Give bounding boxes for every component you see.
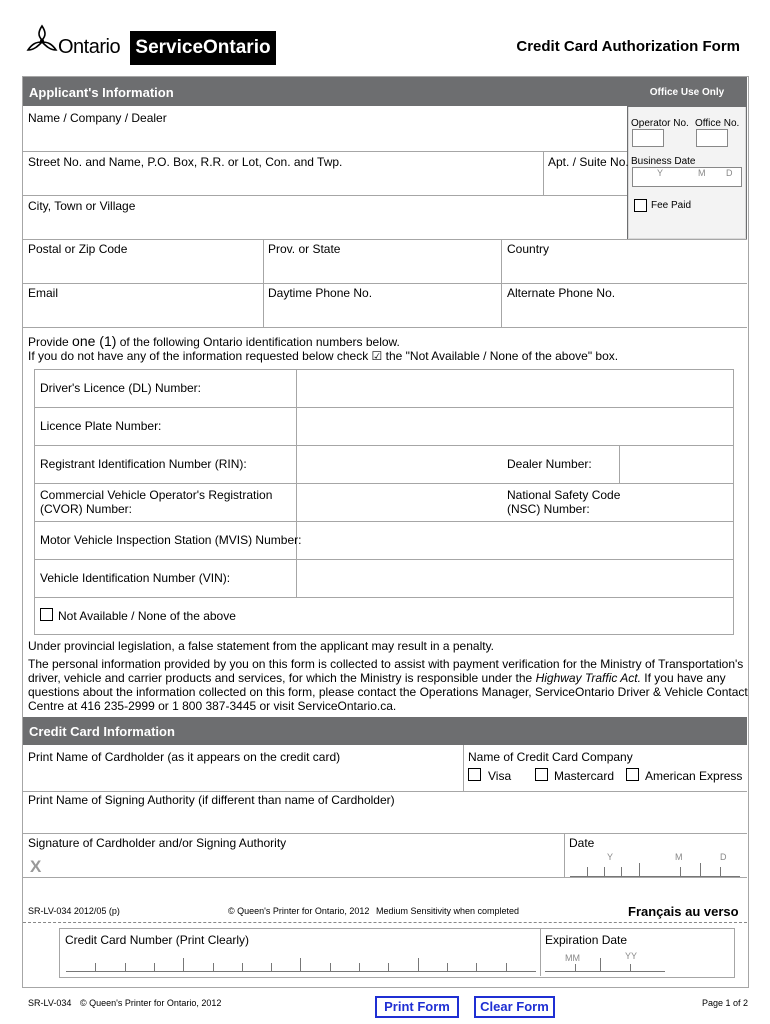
col-divider [463,745,464,791]
card-company-label: Name of Credit Card Company [468,750,633,764]
country-label: Country [507,242,550,256]
rin-label: Registrant Identification Number (RIN): [40,457,247,471]
form-title [516,38,740,55]
dealer-label: Dealer Number: [507,457,592,471]
nsc-label-1: National Safety Code [507,488,621,502]
visa-label: Visa [488,769,512,783]
dl-input[interactable] [297,370,732,407]
fee-paid-label: Fee Paid [651,200,692,211]
date-field[interactable] [570,863,740,877]
card-number-tick [242,963,243,971]
street-label: Street No. and Name, P.O. Box, R.R. or Lot, Con. and Twp. [28,155,343,169]
privacy-line-2b: If you have any [644,671,726,685]
signature-label: Signature of Cardholder and/or Signing Authority [28,836,287,850]
id-row-divider [34,597,734,598]
apt-suite-label: Apt. / Suite No. [548,155,629,169]
card-number-tick [300,958,301,971]
card-number-tick [154,963,155,971]
office-no-field[interactable] [696,129,728,147]
ontario-wordmark: Ontario [58,36,121,58]
applicant-header-label: Applicant's Information [29,85,174,100]
row-divider [23,151,627,152]
ontario-logo [24,24,124,64]
visa-checkbox[interactable] [468,768,481,781]
clear-form-button[interactable]: Clear Form [474,996,555,1018]
date-tick [639,863,640,876]
exp-mm: MM [565,953,580,963]
francais-link[interactable]: Français au verso [628,904,739,919]
vin-label: Vehicle Identification Number (VIN): [40,571,231,585]
sensitivity-text: Medium Sensitivity when completed [376,906,520,916]
row-divider [23,239,747,240]
business-date-y: Y [657,168,664,178]
false-statement-text: Under provincial legislation, a false statement from the applicant may result in a penalty. [28,639,495,653]
not-available-checkbox[interactable] [40,608,53,621]
operator-no-label: Operator No. [631,118,689,129]
card-number-tick [476,963,477,971]
footer-copyright: © Queen's Printer for Ontario, 2012 [80,998,222,1008]
card-number-tick [125,963,126,971]
fee-paid-checkbox[interactable] [634,199,647,212]
privacy-line-4: Centre at 416 235-2999 or 1 800 387-3445 or visit ServiceOntario.ca. [28,699,397,713]
postal-label: Postal or Zip Code [28,242,128,256]
provide-bold: one (1) [72,333,117,349]
privacy-line-2 [28,671,726,685]
trillium-icon [24,24,60,58]
card-number-tick [330,963,331,971]
credit-card-header-label: Credit Card Information [29,724,175,739]
mastercard-checkbox[interactable] [535,768,548,781]
office-use-header: Office Use Only [649,87,725,98]
mastercard-label: Mastercard [554,769,615,783]
card-number-label: Credit Card Number (Print Clearly) [65,933,250,947]
privacy-line-1: The personal information provided by you on this form is collected to assist with payment verification for the Ministry of Transportation's [28,657,744,671]
date-tick [621,867,622,876]
amex-checkbox[interactable] [626,768,639,781]
id-row-divider [34,407,734,408]
row-divider [23,283,747,284]
card-number-tick [506,963,507,971]
name-company-label: Name / Company / Dealer [28,111,167,125]
not-available-label: Not Available / None of the above [58,609,236,623]
business-date-m: M [698,168,706,178]
expiration-field[interactable] [545,958,665,972]
daytime-phone-label: Daytime Phone No. [268,286,373,300]
date-tick [604,867,605,876]
amex-label: American Express [645,769,743,783]
col-divider [540,928,541,976]
office-use-panel [627,77,747,240]
date-y: Y [607,852,614,862]
plate-label: Licence Plate Number: [40,419,162,433]
dl-label: Driver's Licence (DL) Number: [40,381,201,395]
date-tick [680,867,681,876]
privacy-line-3: questions about the information collected on this form, please contact the Operations Manager, ServiceOntario Driver & Vehicle Contact [28,685,748,699]
col-divider [564,833,565,877]
privacy-line-2a: driver, vehicle and carrier products and services, for which the Ministry is responsible under the [28,671,533,685]
row-divider [23,833,747,834]
not-available-instruction: If you do not have any of the information requested below check ☑ the "Not Available / None of the above" box. [28,349,619,363]
date-tick [720,867,721,876]
applicant-header [23,77,627,106]
page-number: Page 1 of 2 [701,998,748,1008]
row-divider [23,327,747,328]
highway-traffic-act: Highway Traffic Act. [535,671,641,685]
row-divider [23,791,747,792]
date-label: Date [569,836,595,850]
row-divider [23,877,747,878]
exp-tick [600,958,601,971]
signature-x-mark: X [30,857,42,876]
col-divider [543,151,544,195]
email-label: Email [28,286,59,300]
alternate-phone-label: Alternate Phone No. [507,286,616,300]
exp-tick [630,964,631,971]
cardholder-label: Print Name of Cardholder (as it appears on the credit card) [28,750,341,764]
id-col-divider [619,445,620,483]
operator-no-field[interactable] [632,129,664,147]
cvor-label-1: Commercial Vehicle Operator's Registration [40,488,273,502]
prov-label: Prov. or State [268,242,341,256]
card-number-tick [359,963,360,971]
copyright-strip: © Queen's Printer for Ontario, 2012 [228,906,370,916]
mvis-label: Motor Vehicle Inspection Station (MVIS) Number: [40,533,302,547]
card-number-tick [271,963,272,971]
id-table [34,369,734,635]
card-number-tick [388,963,389,971]
row-divider [23,195,627,196]
card-number-tick [95,963,96,971]
expiration-label: Expiration Date [545,933,628,947]
provide-post: of the following Ontario identification numbers below. [119,335,400,349]
business-date-d: D [726,168,733,178]
date-tick [700,863,701,876]
nsc-label-2: (NSC) Number: [507,502,590,516]
exp-yy: YY [625,951,638,961]
id-row-divider [34,521,734,522]
credit-card-header [23,717,747,745]
card-number-tick [183,958,184,971]
business-date-label: Business Date [631,156,696,167]
date-tick [587,867,588,876]
city-label: City, Town or Village [28,199,136,213]
provide-pre: Provide [28,335,69,349]
date-m: M [675,852,683,862]
card-number-tick [418,958,419,971]
exp-tick [575,964,576,971]
office-no-label: Office No. [695,118,740,129]
card-number-tick [447,963,448,971]
tearoff-line [23,922,747,923]
serviceontario-logo: ServiceOntario [130,31,276,65]
signing-authority-label: Print Name of Signing Authority (if different than name of Cardholder) [28,793,395,807]
print-form-button[interactable]: Print Form [375,996,459,1018]
form-code: SR-LV-034 2012/05 (p) [28,906,120,916]
footer-form-code: SR-LV-034 [28,998,72,1008]
cvor-label-2: (CVOR) Number: [40,502,133,516]
id-row-divider [34,559,734,560]
form-title-suffix: Form [702,38,740,55]
form-title-main: Credit Card Authorization [516,38,699,55]
id-row-divider [34,483,734,484]
card-number-tick [213,963,214,971]
id-row-divider [34,445,734,446]
provide-instruction [28,333,400,349]
date-d: D [720,852,727,862]
card-number-field[interactable] [66,958,536,972]
